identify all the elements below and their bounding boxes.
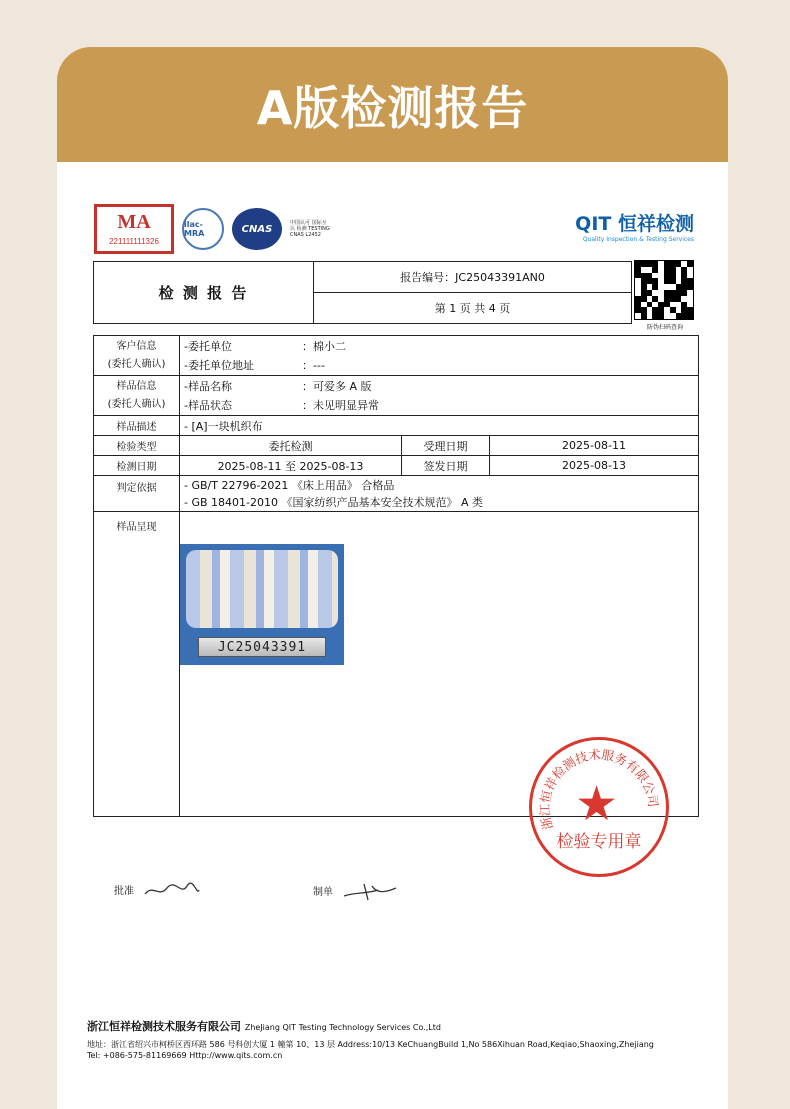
ilac-logo (182, 208, 224, 250)
ma-letters: MA (117, 211, 151, 233)
test-type-label: 检验类型 (94, 436, 180, 456)
cnas-caption: 中国认可 国际互认 检测 TESTING CNAS L2452 (290, 220, 330, 238)
report-no: JC25043391AN0 (455, 271, 545, 284)
pillow-image (186, 550, 338, 628)
cnas-text: CNAS (241, 223, 273, 235)
photo-label: 样品呈现 (94, 512, 180, 817)
approve-label: 批准 (114, 886, 134, 897)
company-cn: 浙江恒祥检测技术服务有限公司 (87, 1020, 241, 1033)
sample-state-key: -样品状态 (184, 399, 232, 413)
client-unit-key: -委托单位 (184, 339, 232, 353)
qr-code (634, 260, 694, 320)
qit-tagline: Quality Inspection & Testing Services (582, 236, 694, 243)
test-date-val: 2025-08-11 至 2025-08-13 (180, 456, 402, 476)
approve-signature (114, 882, 201, 900)
ma-number: 221111111326 (109, 237, 159, 246)
test-type-val: 委托检测 (180, 436, 402, 456)
client-addr-val: ：--- (302, 359, 325, 373)
seal-bottom-text: 检验专用章 (556, 832, 642, 852)
title-banner (57, 47, 728, 162)
make-signature (313, 882, 400, 902)
footer-address: 地址：浙江省绍兴市柯桥区西环路 586 号科创大厦 1 幢第 10、13 层 Address:10/13 KeChuangBuild 1,No 586Xihuan Road,Keqiao,Shaoxing,Zhejiang (87, 1040, 654, 1049)
sample-name-val: ：可爱多 A 版 (302, 379, 372, 393)
footer (87, 1021, 717, 1061)
report-no-label: 报告编号： (400, 271, 456, 284)
client-info-label: 客户信息 (委托人确认) (94, 336, 180, 376)
ilac-text: ilac-MRA (184, 220, 205, 238)
sample-state-val: ：未见明显异常 (302, 399, 379, 413)
seal-arc-text: 浙江恒祥检测技术服务有限公司 (537, 746, 662, 832)
basis-standard-2: - GB 18401-2010 《国家纺织产品基本安全技术规范》 A 类 (184, 495, 484, 509)
qit-brand: QIT (575, 213, 612, 235)
issue-date-label: 签发日期 (402, 456, 490, 476)
report-card (57, 47, 728, 1109)
issue-date-val: 2025-08-13 (490, 456, 699, 476)
sample-name-key: -样品名称 (184, 379, 232, 393)
receive-date-label: 受理日期 (402, 436, 490, 456)
footer-contact: Tel: +086-575-81169669 Http://www.qits.com.cn (87, 1051, 283, 1060)
banner-title: A版检测报告 (256, 80, 529, 135)
report-number-cell (314, 262, 632, 293)
client-addr-key: -委托单位地址 (184, 359, 254, 373)
sample-name-row (180, 376, 699, 396)
make-signature-image (342, 882, 400, 902)
ma-logo (94, 204, 174, 254)
sample-desc-val: - [A]一块机织布 (180, 416, 699, 436)
sample-photo (180, 544, 344, 665)
test-date-label: 检测日期 (94, 456, 180, 476)
qit-logo (575, 209, 694, 243)
make-label: 制单 (313, 887, 333, 898)
basis-label: 判定依据 (94, 476, 180, 512)
accreditation-logos (94, 204, 330, 254)
client-addr-row (180, 356, 699, 376)
qit-cn: 恒祥检测 (617, 213, 694, 235)
approve-signature-image (143, 882, 201, 900)
basis-standard-1: - GB/T 22796-2021 《床上用品》 合格品 (184, 478, 395, 492)
sample-info-label: 样品信息 (委托人确认) (94, 376, 180, 416)
page-info: 第 1 页 共 4 页 (314, 293, 632, 324)
sample-tag: JC25043391 (198, 637, 326, 657)
basis-cell (180, 476, 699, 512)
report-title: 检 测 报 告 (94, 262, 314, 324)
client-unit-row (180, 336, 699, 356)
sample-state-row (180, 396, 699, 416)
sample-desc-label: 样品描述 (94, 416, 180, 436)
cnas-logo (232, 208, 282, 250)
qr-note: 防伪扫码查询 (646, 324, 683, 331)
client-unit-val: ：棉小二 (302, 339, 346, 353)
company-en: ZheJiang QIT Testing Technology Services Co.,Ltd (244, 1023, 441, 1032)
receive-date-val: 2025-08-11 (490, 436, 699, 456)
report-header-table (93, 261, 632, 324)
footer-company (87, 1021, 717, 1033)
seal-star-icon: ★ (575, 776, 619, 832)
inspection-seal (529, 737, 669, 877)
